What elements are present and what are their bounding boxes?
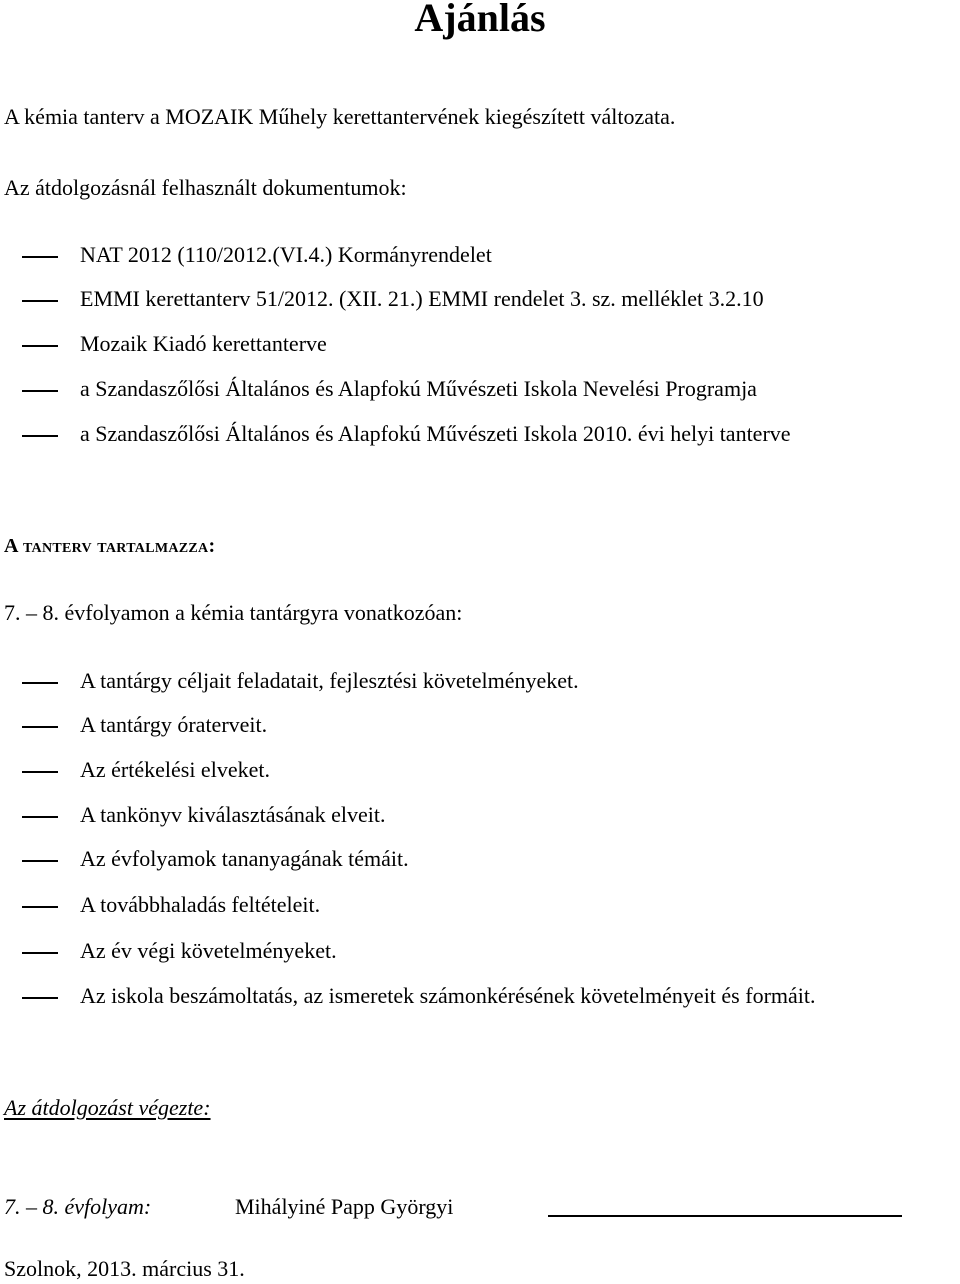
list-item-text: A tantárgy céljait feladatait, fejlesztési követelményeket. xyxy=(80,668,579,693)
contents-heading: A tanterv tartalmazza: xyxy=(4,535,216,557)
dash-bullet xyxy=(22,256,58,258)
list-item-text: Az év végi követelményeket. xyxy=(80,938,337,963)
dash-bullet xyxy=(22,345,58,347)
list-item-text: Az iskola beszámoltatás, az ismeretek számonkérésének követelményeit és formáit. xyxy=(80,983,816,1008)
intro-text: A kémia tanterv a MOZAIK Műhely kerettantervének kiegészített változata. xyxy=(4,104,676,129)
documents-label: Az átdolgozásnál felhasznált dokumentumok: xyxy=(4,175,407,200)
list-item-text: a Szandaszőlősi Általános és Alapfokú Művészeti Iskola 2010. évi helyi tanterve xyxy=(80,421,791,446)
list-item-text: A tantárgy óraterveit. xyxy=(80,712,268,737)
dash-bullet xyxy=(22,997,58,999)
dash-bullet xyxy=(22,300,58,302)
list-item-text: Az évfolyamok tananyagának témáit. xyxy=(80,846,409,871)
dash-bullet xyxy=(22,816,58,818)
list-item-text: A továbbhaladás feltételeit. xyxy=(80,892,321,917)
signature-grade-label: 7. – 8. évfolyam: xyxy=(4,1194,152,1219)
list-item-text: A tankönyv kiválasztásának elveit. xyxy=(80,802,386,827)
place-date: Szolnok, 2013. március 31. xyxy=(4,1256,245,1281)
dash-bullet xyxy=(22,771,58,773)
dash-bullet xyxy=(22,952,58,954)
grades-line: 7. – 8. évfolyamon a kémia tantárgyra vonatkozóan: xyxy=(4,600,463,625)
dash-bullet xyxy=(22,906,58,908)
list-item-text: Mozaik Kiadó kerettanterve xyxy=(80,331,327,356)
list-item-text: Az értékelési elveket. xyxy=(80,757,270,782)
dash-bullet xyxy=(22,726,58,728)
signature-name: Mihályiné Papp Györgyi xyxy=(235,1194,454,1219)
list-item-text: EMMI kerettanterv 51/2012. (XII. 21.) EMMI rendelet 3. sz. melléklet 3.2.10 xyxy=(80,286,764,311)
dash-bullet xyxy=(22,860,58,862)
signature-line xyxy=(548,1215,902,1217)
dash-bullet xyxy=(22,390,58,392)
list-item-text: NAT 2012 (110/2012.(VI.4.) Kormányrendelet xyxy=(80,242,492,267)
dash-bullet xyxy=(22,682,58,684)
revised-by-label: Az átdolgozást végezte: xyxy=(4,1095,211,1120)
list-item-text: a Szandaszőlősi Általános és Alapfokú Művészeti Iskola Nevelési Programja xyxy=(80,376,757,401)
dash-bullet xyxy=(22,435,58,437)
page-title: Ajánlás xyxy=(414,0,546,40)
